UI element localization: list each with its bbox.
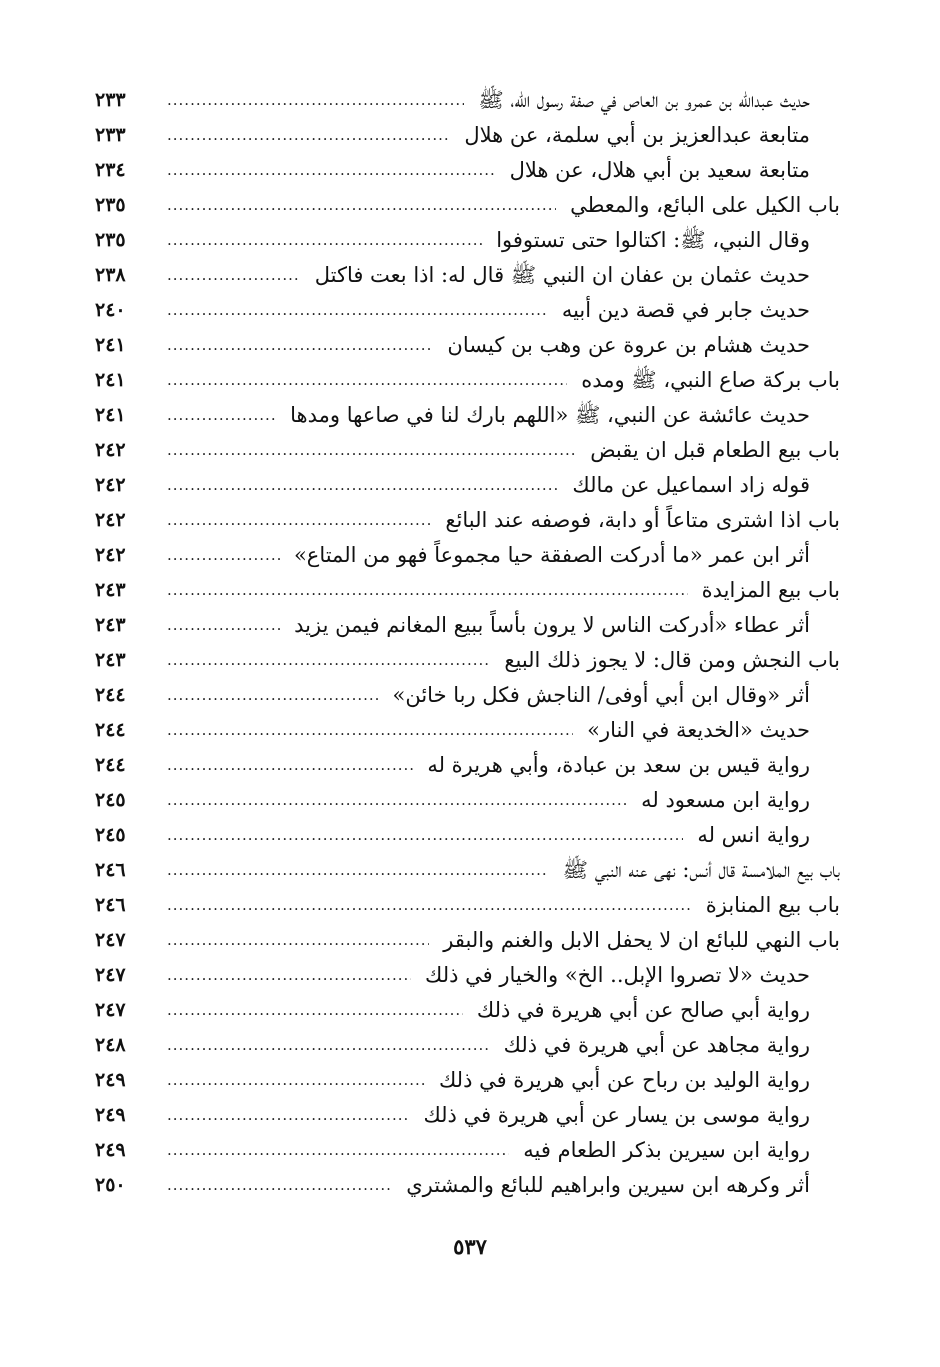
dot-leader	[167, 853, 549, 888]
toc-entry-page: ٢٤٠	[95, 299, 126, 321]
toc-entry	[95, 1063, 840, 1098]
dot-leader	[167, 678, 379, 713]
toc-entry	[95, 468, 840, 503]
dot-leader	[167, 993, 463, 1028]
dot-leader	[167, 1098, 409, 1133]
toc-entry-page: ٢٤٧	[95, 929, 126, 951]
toc-entry-title: باب النهي للبائع ان لا يحفل الابل والغنم والبقر	[443, 928, 840, 952]
toc-entry	[95, 958, 840, 993]
toc-entry	[95, 1098, 840, 1133]
toc-entry-title: باب بيع الطعام قبل ان يقبض	[590, 438, 840, 462]
toc-entry-title: أثر ابن عمر «ما أدركت الصفقة حيا مجموعاً فهو من المتاع»	[293, 543, 810, 567]
toc-entry	[95, 923, 840, 958]
toc-entry-title: أثر عطاء «أدركت الناس لا يرون بأساً ببيع المغانم فيمن يزيد	[294, 613, 810, 637]
dot-leader	[167, 783, 627, 818]
toc-entry	[95, 538, 840, 573]
page-number: ٥٣٧	[453, 1234, 487, 1259]
toc-entry-title: حديث «لا تصروا الإبل.. الخ» والخيار في ذلك	[425, 963, 810, 987]
toc-entry-page: ٢٤٧	[95, 999, 126, 1021]
toc-entry	[95, 888, 840, 923]
table-of-contents	[95, 83, 840, 1203]
dot-leader	[167, 1028, 490, 1063]
toc-entry-page: ٢٤٨	[95, 1034, 126, 1056]
toc-entry-title: حديث جابر في قصة دين أبيه	[561, 298, 810, 322]
toc-entry-page: ٢٤١	[95, 404, 126, 426]
dot-leader	[167, 503, 431, 538]
toc-entry-title: حديث عثمان بن عفان ان النبي ﷺ قال له: اذا بعت فاكتل	[314, 263, 810, 287]
dot-leader	[167, 1168, 392, 1203]
toc-entry-title: باب الكيل على البائع، والمعطي	[570, 193, 840, 217]
toc-entry	[95, 1168, 840, 1203]
toc-entry	[95, 853, 840, 888]
dot-leader	[167, 258, 301, 293]
dot-leader	[167, 643, 490, 678]
dot-leader	[167, 118, 450, 153]
toc-entry	[95, 573, 840, 608]
toc-entry-title: باب بيع الملامسة قال أنس: نهى عنه النبي ﷺ	[562, 858, 840, 882]
toc-entry-title: رواية الوليد بن رباح عن أبي هريرة في ذلك	[438, 1068, 810, 1092]
toc-entry-page: ٢٤٩	[95, 1069, 126, 1091]
dot-leader	[167, 468, 558, 503]
toc-entry	[95, 433, 840, 468]
toc-entry-title: قوله زاد اسماعيل عن مالك	[572, 473, 810, 497]
toc-entry-page: ٢٣٣	[95, 89, 126, 111]
toc-entry-page: ٢٤٣	[95, 649, 126, 671]
toc-entry-title: باب بيع المنابزة	[705, 893, 840, 917]
toc-entry-page: ٢٤٤	[95, 719, 126, 741]
toc-entry-title: رواية ابن سيرين بذكر الطعام فيه	[523, 1138, 810, 1162]
dot-leader	[167, 433, 576, 468]
toc-entry-title: وقال النبي، ﷺ: اكتالوا حتى تستوفوا	[496, 228, 810, 252]
toc-entry	[95, 783, 840, 818]
toc-entry-title: حديث عبدالله بن عمرو بن العاص في صفة رسول الله، ﷺ	[478, 88, 810, 112]
toc-entry	[95, 118, 840, 153]
toc-entry	[95, 503, 840, 538]
toc-entry-title: رواية مجاهد عن أبي هريرة في ذلك	[503, 1033, 810, 1057]
toc-entry-title: رواية أبي صالح عن أبي هريرة في ذلك	[476, 998, 810, 1022]
toc-entry-page: ٢٥٠	[95, 1174, 126, 1196]
toc-entry-page: ٢٤٥	[95, 789, 126, 811]
toc-entry-title: باب اذا اشترى متاعاً أو دابة، فوصفه عند البائع	[445, 508, 840, 532]
toc-entry-page: ٢٤٢	[95, 509, 126, 531]
dot-leader	[167, 153, 496, 188]
dot-leader	[167, 398, 276, 433]
toc-entry-title: أثر وكرهه ابن سيرين وابراهيم للبائع والمشتري	[406, 1173, 810, 1197]
dot-leader	[167, 608, 280, 643]
dot-leader	[167, 1063, 425, 1098]
dot-leader	[167, 923, 429, 958]
toc-entry	[95, 328, 840, 363]
dot-leader	[167, 1133, 509, 1168]
toc-entry-title: حديث «الخديعة في النار»	[587, 718, 810, 742]
dot-leader	[167, 818, 683, 853]
toc-entry	[95, 363, 840, 398]
dot-leader	[167, 328, 433, 363]
toc-entry	[95, 993, 840, 1028]
dot-leader	[167, 573, 688, 608]
toc-entry	[95, 258, 840, 293]
toc-entry	[95, 223, 840, 258]
toc-entry-page: ٢٤٩	[95, 1104, 126, 1126]
dot-leader	[167, 188, 556, 223]
dot-leader	[167, 538, 280, 573]
toc-entry-page: ٢٤٥	[95, 824, 126, 846]
toc-entry	[95, 398, 840, 433]
toc-entry	[95, 713, 840, 748]
toc-entry-title: متابعة عبدالعزيز بن أبي سلمة، عن هلال	[464, 123, 810, 147]
toc-entry-page: ٢٤٤	[95, 684, 126, 706]
toc-entry-page: ٢٣٥	[95, 194, 126, 216]
toc-entry-page: ٢٤١	[95, 369, 126, 391]
dot-leader	[167, 958, 411, 993]
toc-entry-title: رواية قيس بن سعد بن عبادة، وأبي هريرة له	[427, 753, 810, 777]
toc-entry-page: ٢٤٦	[95, 894, 126, 916]
toc-entry	[95, 818, 840, 853]
dot-leader	[167, 223, 482, 258]
toc-entry	[95, 188, 840, 223]
toc-entry-page: ٢٤٣	[95, 614, 126, 636]
toc-entry	[95, 1028, 840, 1063]
toc-entry-page: ٢٤٧	[95, 964, 126, 986]
dot-leader	[167, 83, 464, 118]
toc-entry	[95, 608, 840, 643]
toc-entry-page: ٢٤١	[95, 334, 126, 356]
dot-leader	[167, 888, 692, 923]
toc-entry-title: باب بركة صاع النبي، ﷺ ومده	[581, 368, 840, 392]
toc-entry	[95, 643, 840, 678]
toc-entry-title: باب بيع المزايدة	[701, 578, 840, 602]
toc-entry-page: ٢٤٩	[95, 1139, 126, 1161]
toc-entry-page: ٢٣٤	[95, 159, 126, 181]
toc-entry	[95, 293, 840, 328]
toc-entry-title: رواية انس له	[697, 823, 810, 847]
toc-entry-title: متابعة سعيد بن أبي هلال، عن هلال	[509, 158, 810, 182]
dot-leader	[167, 293, 548, 328]
toc-entry-page: ٢٤٦	[95, 859, 126, 881]
toc-entry	[95, 83, 840, 118]
dot-leader	[167, 363, 567, 398]
toc-entry-page: ٢٤٢	[95, 474, 126, 496]
toc-entry-page: ٢٤٢	[95, 544, 126, 566]
toc-entry	[95, 153, 840, 188]
toc-entry-page: ٢٤٣	[95, 579, 126, 601]
toc-entry-title: حديث عائشة عن النبي، ﷺ «اللهم بارك لنا في صاعها ومدها	[290, 403, 810, 427]
toc-entry-title: باب النجش ومن قال: لا يجوز ذلك البيع	[504, 648, 840, 672]
toc-entry-page: ٢٣٥	[95, 229, 126, 251]
toc-entry-title: رواية ابن مسعود له	[641, 788, 810, 812]
dot-leader	[167, 748, 413, 783]
toc-entry-page: ٢٤٤	[95, 754, 126, 776]
toc-entry-title: حديث هشام بن عروة عن وهب بن كيسان	[447, 333, 810, 357]
toc-entry-title: أثر «وقال ابن أبي أوفى/ الناجش فكل ربا خائن»	[392, 683, 810, 707]
dot-leader	[167, 713, 573, 748]
toc-entry-page: ٢٤٢	[95, 439, 126, 461]
toc-entry	[95, 678, 840, 713]
toc-entry	[95, 748, 840, 783]
toc-entry-page: ٢٣٨	[95, 264, 126, 286]
toc-entry	[95, 1133, 840, 1168]
toc-entry-page: ٢٣٣	[95, 124, 126, 146]
toc-entry-title: رواية موسى بن يسار عن أبي هريرة في ذلك	[423, 1103, 810, 1127]
